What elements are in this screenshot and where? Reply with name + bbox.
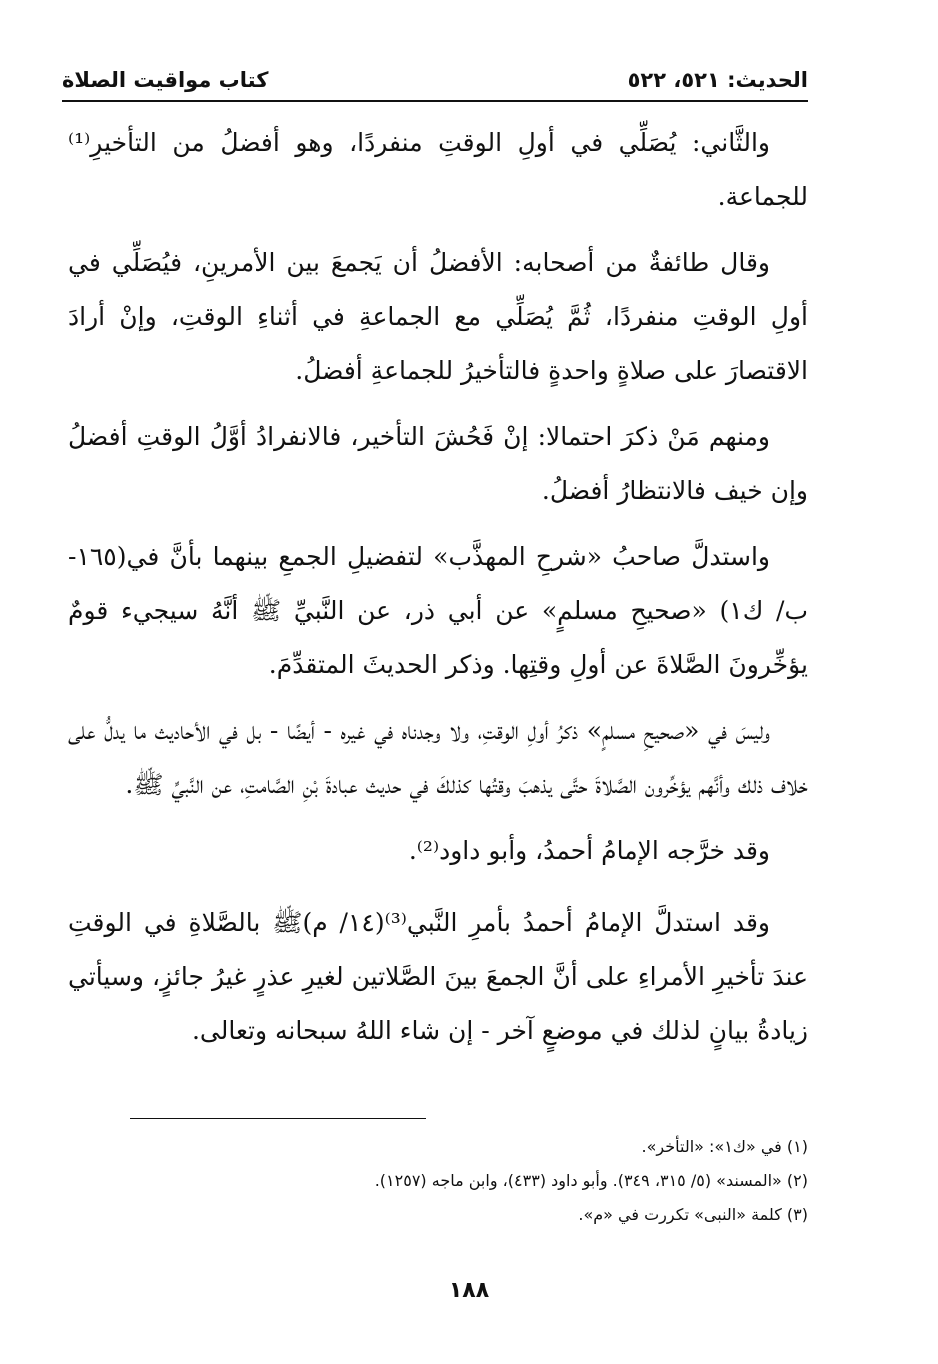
paragraph: ومنهم مَنْ ذكرَ احتمالا: إنْ فَحُشَ التأخير، فالانفرادُ أوَّلُ الوقتِ أفضلُ وإن خيف فالانتظارُ أفضلُ. [68, 422, 808, 505]
footnote: (٢) «المسند» (٥/ ٣١٥، ٣٤٩). وأبو داود (٤٣٣)، وابن ماجه (١٢٥٧). [374, 1171, 808, 1190]
paragraph: واستدلَّ صاحبُ «شرحِ المهذَّب» لتفضيلِ الجمعِ بينهما بأنَّ في(١٦٥- ب/ ك١) «صحيحِ مسلمٍ» عن أبي ذر، عن النَّبيِّ ﷺ أنَّهُ سيجيء قومٌ يؤخِّرونَ الصَّلاةَ عن أولِ وقتِها. وذكر الحديثَ المتقدِّمَ. [68, 542, 808, 679]
paragraph: والثَّاني: يُصَلِّي في أولِ الوقتِ منفردًا، وهو أفضلُ من التأخيرِ⁽¹⁾ للجماعة. [68, 128, 808, 211]
main-text [68, 116, 808, 1070]
paragraph: وليسَ في «صحيحِ مسلمٍ» ذكرُ أولِ الوقتِ، ولا وجدناه في غيره - أيضًا - بل في الأحاديث ما يدلُّ على خلاف ذلك وأنَّهم يؤخِّرون الصَّلاةَ حتَّى يذهبَ وقتُها كذلكَ في حديث عبادةَ بْنِ الصَّامتِ، عن النَّبيِّ ﷺ. [68, 716, 808, 799]
running-header [62, 62, 808, 98]
paragraph: وقد استدلَّ الإمامُ أحمدُ بأمرِ النَّبي⁽³⁾(١٤/ م)ﷺ بالصَّلاةِ في الوقتِ عندَ تأخيرِ الأمراءِ على أنَّ الجمعَ بينَ الصَّلاتين لغيرِ عذرٍ غيرُ جائزٍ، وسيأتي زيادةُ بيانٍ لذلك في موضعٍ آخر - إن شاء اللهُ سبحانه وتعالى. [68, 908, 808, 1045]
hadith-reference: الحديث: ٥٢١، ٥٢٢ [627, 68, 808, 92]
paragraph: وقد خرَّجه الإمامُ أحمدُ، وأبو داود⁽²⁾. [408, 836, 770, 865]
book-title: كتاب مواقيت الصلاة [62, 68, 269, 92]
footnotes [68, 1130, 808, 1232]
footnote-rule [130, 1118, 426, 1119]
footnote: (١) في «ك١»: «التأخر». [641, 1137, 808, 1156]
paragraph: وقال طائفةٌ من أصحابه: الأفضلُ أن يَجمعَ بين الأمرينِ، فيُصَلِّي في أولِ الوقتِ منفردًا، ثُمَّ يُصَلِّي مع الجماعةِ في أثناءِ الوقتِ، وإنْ أرادَ الاقتصارَ على صلاةٍ واحدةٍ فالتأخيرُ للجماعةِ أفضلُ. [68, 248, 808, 385]
header-rule [62, 100, 808, 102]
page-number: ١٨٨ [448, 1278, 490, 1303]
footnote: (٣) كلمة «النبى» تكررت في «م». [578, 1205, 808, 1224]
